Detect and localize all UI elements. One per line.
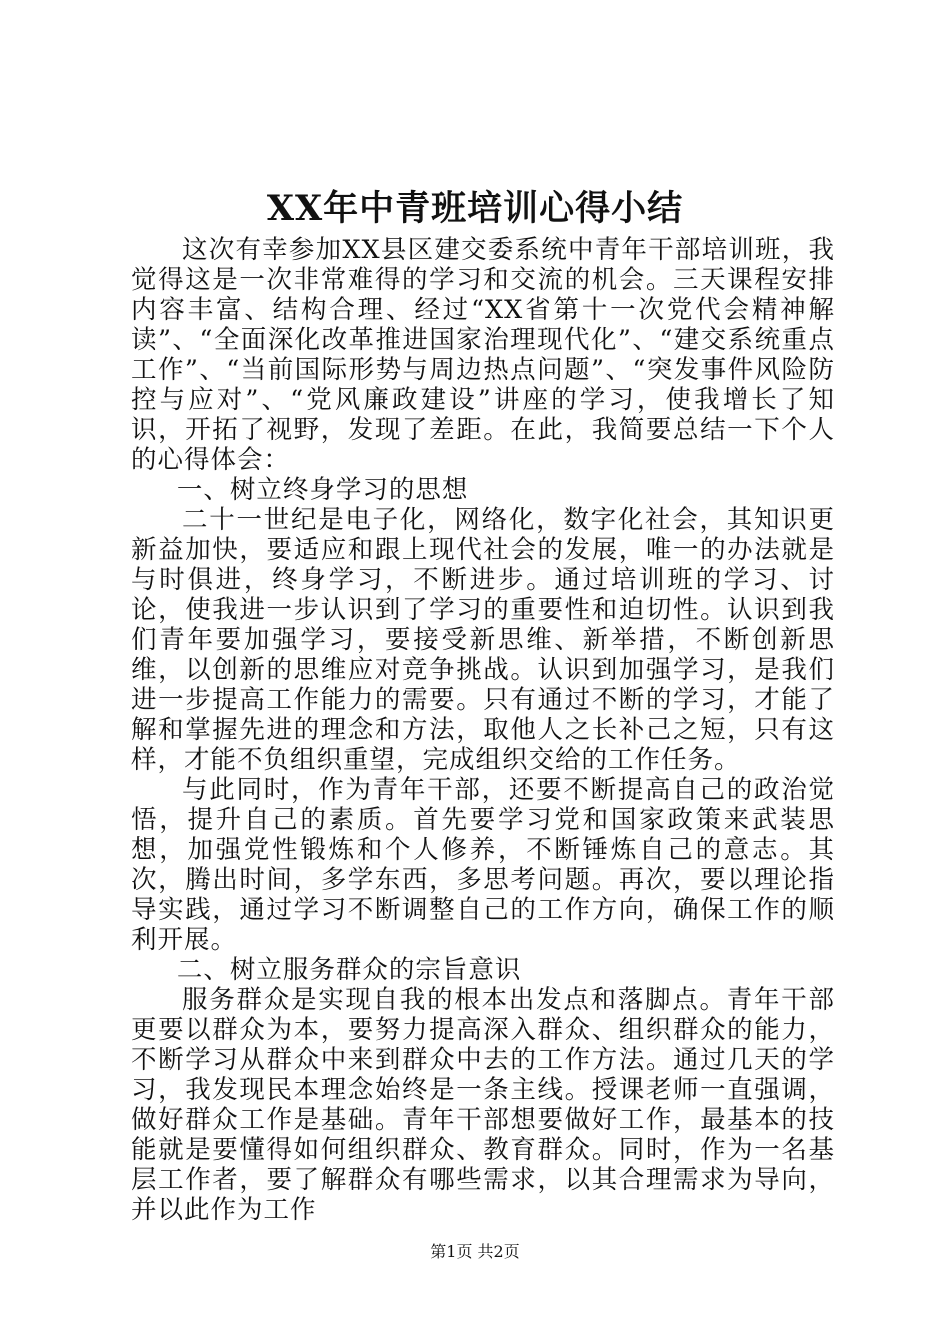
- section-heading-1: 一、树立终身学习的思想: [176, 475, 469, 505]
- section-heading-2: 二、树立服务群众的宗旨意识: [176, 955, 522, 985]
- paragraph-intro: 这次有幸参加XX县区建交委系统中青年干部培训班，我觉得这是一次非常难得的学习和交流的机会。三天课程安排内容丰富、结构合理、经过“XX省第十一次党代会精神解读”、“全面深化改革推进国家治理现代化”、“建交系统重点工作”、“当前国际形势与周边热点问题”、“突发事件风险防控与应对”、“党风廉政建设”讲座的学习，使我增长了知识，开拓了视野，发现了差距。在此，我简要总结一下个人的心得体会：: [131, 235, 835, 475]
- paragraph-serve-masses: 服务群众是实现自我的根本出发点和落脚点。青年干部更要以群众为本，要努力提高深入群众、组织群众的能力，不断学习从群众中来到群众中去的工作方法。通过几天的学习，我发现民本理念始终是一条主线。授课老师一直强调，做好群众工作是基础。青年干部想要做好工作，最基本的技能就是要懂得如何组织群众、教育群众。同时，作为一名基层工作者，要了解群众有哪些需求，以其合理需求为导向，并以此作为工作: [131, 985, 835, 1225]
- paragraph-political-awareness: 与此同时，作为青年干部，还要不断提高自己的政治觉悟，提升自己的素质。首先要学习党和国家政策来武装思想，加强党性锻炼和个人修养，不断锤炼自己的意志。其次，腾出时间，多学东西，多思考问题。再次，要以理论指导实践，通过学习不断调整自己的工作方向，确保工作的顺利开展。: [131, 775, 835, 955]
- document-title: XX年中青班培训心得小结: [266, 188, 684, 229]
- page-number-footer: 第1页 共2页: [430, 1242, 520, 1261]
- paragraph-lifelong-learning: 二十一世纪是电子化，网络化，数字化社会，其知识更新益加快，要适应和跟上现代社会的发展，唯一的办法就是与时俱进，终身学习，不断进步。通过培训班的学习、讨论，使我进一步认识到了学习的重要性和迫切性。认识到我们青年要加强学习，要接受新思维、新举措，不断创新思维，以创新的思维应对竞争挑战。认识到加强学习，是我们进一步提高工作能力的需要。只有通过不断的学习，才能了解和掌握先进的理念和方法，取他人之长补己之短，只有这样，才能不负组织重望，完成组织交给的工作任务。: [131, 505, 835, 775]
- document-body: [131, 235, 835, 1225]
